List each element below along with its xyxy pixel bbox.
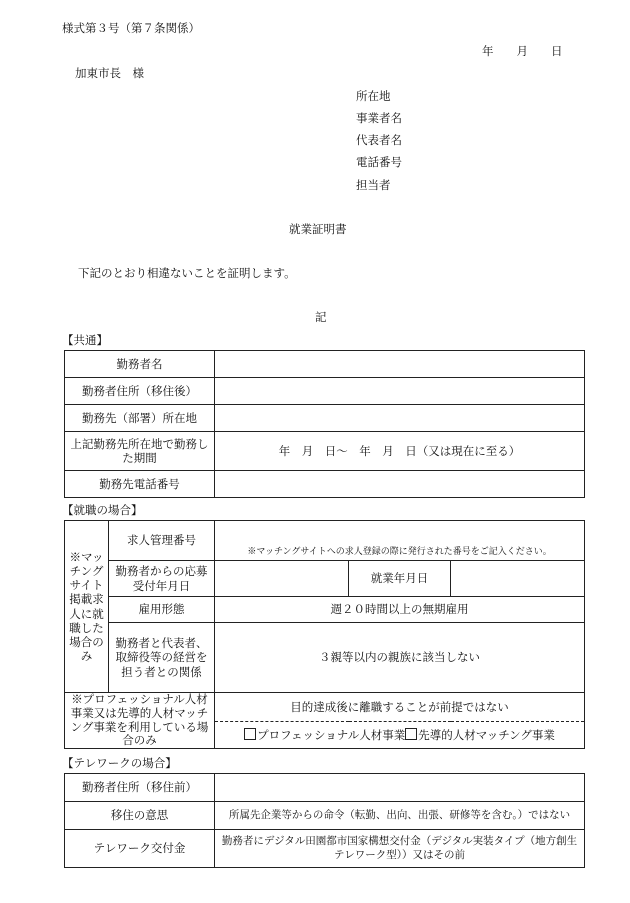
worker-name-label: 勤務者名	[65, 351, 215, 378]
worker-address-before-label: 勤務者住所（移住前）	[65, 774, 215, 802]
relation-value: ３親等以内の親族に該当しない	[215, 623, 585, 693]
section-common: 【共通】	[62, 333, 108, 347]
workplace-phone-label: 勤務先電話番号	[65, 471, 215, 498]
worker-address-after-label: 勤務者住所（移住後）	[65, 378, 215, 405]
employment-date-field[interactable]	[451, 561, 585, 597]
checkbox-pro[interactable]	[244, 728, 256, 740]
employment-date-label: 就業年月日	[349, 561, 451, 597]
relation-label: 勤務者と代表者、取締役等の経営を担う者との関係	[109, 623, 215, 693]
pro-value: 目的達成後に離職することが前提ではない	[215, 693, 585, 722]
period-value[interactable]: 年 月 日〜 年 月 日（又は現在に至る）	[215, 432, 585, 471]
date-line: 年 月 日	[482, 44, 563, 58]
intent-value: 所属先企業等からの命令（転勤、出向、出張、研修等を含む。）ではない	[215, 802, 585, 830]
checkbox-row	[215, 722, 585, 749]
grant-label: テレワーク交付金	[65, 830, 215, 868]
document-title: 就業証明書	[289, 222, 347, 236]
section-telework: 【テレワークの場合】	[62, 756, 177, 770]
job-mgmt-no-label: 求人管理番号	[109, 521, 215, 561]
checkbox-matching-label: 先導的人材マッチング事業	[418, 727, 555, 742]
statement: 下記のとおり相違ないことを証明します。	[78, 266, 296, 280]
applicant-address-label: 所在地	[356, 89, 391, 103]
worker-address-after-field[interactable]	[215, 378, 585, 405]
telework-table	[64, 773, 585, 868]
workplace-phone-field[interactable]	[215, 471, 585, 498]
workplace-location-label: 勤務先（部署）所在地	[65, 405, 215, 432]
common-table	[64, 350, 585, 498]
checkbox-matching[interactable]	[405, 728, 417, 740]
matching-only-label: ※マッチングサイト掲載求人に就職した場合のみ	[65, 521, 109, 693]
period-label: 上記勤務先所在地で勤務した期間	[65, 432, 215, 471]
application-date-field[interactable]	[215, 561, 349, 597]
section-employment: 【就職の場合】	[62, 503, 143, 517]
worker-address-before-field[interactable]	[215, 774, 585, 802]
employment-table	[64, 520, 585, 749]
pro-only-label: ※プロフェッショナル人材事業又は先導的人材マッチング事業を利用している場合のみ	[65, 693, 215, 749]
applicant-business-name-label: 事業者名	[356, 111, 402, 125]
addressee: 加東市長 様	[75, 66, 144, 80]
employment-type-value: 週２０時間以上の無期雇用	[215, 597, 585, 623]
job-mgmt-no-field[interactable]: ※マッチングサイトへの求人登録の際に発行された番号をご記入ください。	[215, 521, 585, 561]
employment-type-label: 雇用形態	[109, 597, 215, 623]
intent-label: 移住の意思	[65, 802, 215, 830]
form-number: 様式第３号（第７条関係）	[62, 21, 200, 35]
worker-name-field[interactable]	[215, 351, 585, 378]
grant-value: 勤務者にデジタル田園都市国家構想交付金（デジタル実装タイプ（地方創生テレワーク型））又はその前	[215, 830, 585, 868]
workplace-location-field[interactable]	[215, 405, 585, 432]
applicant-contact-label: 担当者	[356, 178, 391, 192]
application-date-label: 勤務者からの応募受付年月日	[109, 561, 215, 597]
applicant-representative-label: 代表者名	[356, 133, 402, 147]
applicant-phone-label: 電話番号	[356, 155, 402, 169]
ki-mark: 記	[315, 310, 327, 324]
checkbox-pro-label: プロフェッショナル人材事業	[257, 727, 406, 742]
